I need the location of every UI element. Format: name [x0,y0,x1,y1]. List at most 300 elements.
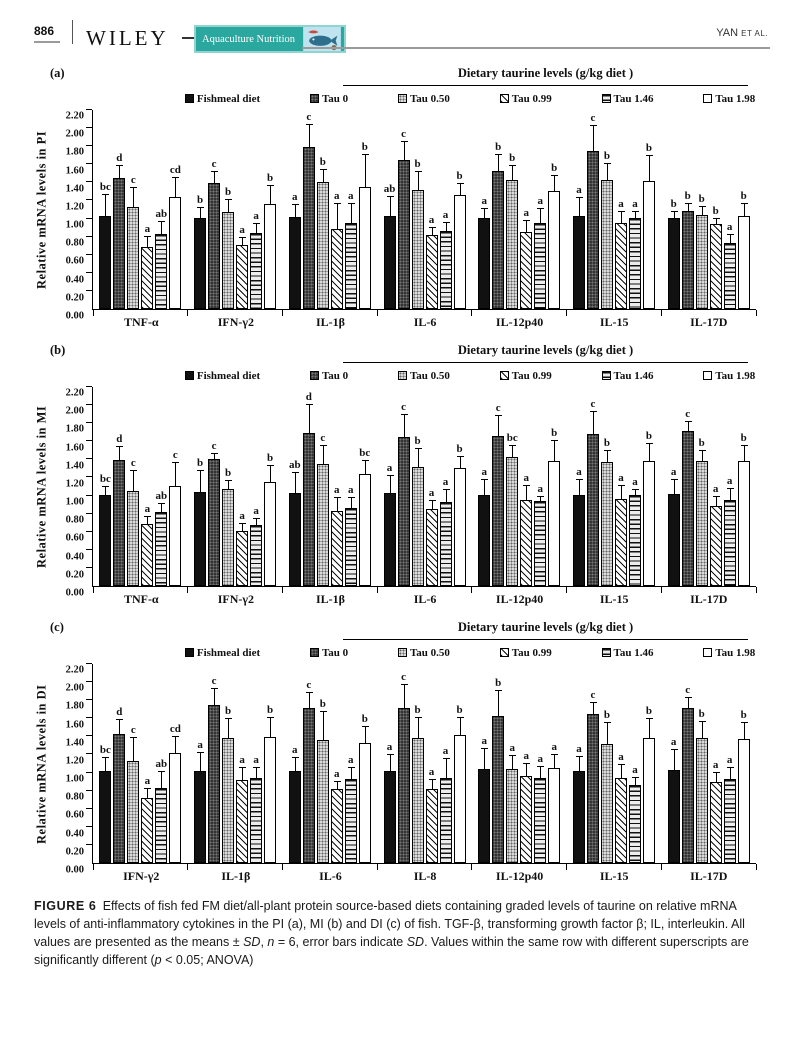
significance-letter: a [576,465,582,478]
error-bar [365,727,366,743]
y-tick-mark [86,127,92,128]
bar-cell [169,110,181,309]
bar-group [472,110,567,309]
significance-letter: a [576,184,582,197]
legend-label: Tau 0.99 [511,646,552,659]
significance-letter: a [726,754,733,767]
error-bar-cap [172,177,179,178]
bar [141,798,153,863]
significance-letter: a [442,745,449,758]
panel-label: (c) [50,620,64,634]
error-bar-cap [443,489,450,490]
bar [194,771,206,863]
bar-cell [412,664,424,863]
error-bar-cap [130,470,137,471]
bar [236,780,248,863]
y-tick-label: 0.80 [65,514,84,526]
error-bar-cap [334,203,341,204]
error-bar-cap [320,445,327,446]
bar [194,492,206,586]
bar [520,232,532,309]
error-bar-cap [523,763,530,764]
error-bar [214,172,215,183]
error-bar-cap [158,503,165,504]
significance-letter: a [197,739,203,751]
bar-cell [682,110,694,309]
x-category-label: IL-12p40 [495,592,544,606]
error-bar [337,498,338,512]
error-bar [228,719,229,737]
bar [682,431,694,586]
legend-item [703,645,755,660]
error-bar [161,504,162,512]
bar-cell [236,387,248,586]
error-bar [526,486,527,500]
significance-letter: a [576,742,582,755]
bar-cell [601,387,613,586]
significance-letter: b [319,698,326,711]
chart-title: Dietary taurine levels (g/kg diet ) [457,66,634,80]
y-tick-label: 0.60 [65,255,84,267]
bar-cell [492,387,504,586]
figure-caption [34,897,770,970]
error-bar [404,415,405,437]
x-category-label: IL-1β [221,869,251,883]
page-header [34,24,770,62]
error-bar-cap [253,767,260,768]
y-tick-label: 1.20 [65,201,84,213]
legend-item [398,645,450,660]
error-bar [674,750,675,770]
y-tick-label: 2.00 [65,682,84,694]
bar [601,462,613,586]
bar-group [282,387,377,586]
error-bar [621,212,622,223]
error-bar [214,454,215,459]
error-bar-cap [699,450,706,451]
error-bar-cap [292,757,299,758]
chart-panel-a [34,66,770,331]
significance-letter: bc [359,446,371,459]
significance-letter: c [130,456,136,469]
bar [359,743,371,863]
bar [155,234,167,309]
error-bar-cap [267,717,274,718]
significance-letter: a [239,510,245,523]
error-bar [432,501,433,509]
bar-cell [426,664,438,863]
error-bar [418,172,419,190]
error-bar [716,219,717,224]
y-tick-mark [86,109,92,110]
x-category-label: IL-8 [413,869,437,883]
error-bar [256,224,257,233]
y-tick-label: 0.20 [65,292,84,304]
bar-cell [643,387,655,586]
y-tick-mark [86,272,92,273]
error-bar-cap [239,237,246,238]
significance-letter: b [740,189,747,202]
error-bar-cap [685,421,692,422]
error-bar-cap [387,475,394,476]
error-bar-cap [457,717,464,718]
significance-letter: b [267,703,274,716]
bar [478,495,490,586]
bar [169,486,181,586]
y-tick-mark [86,290,92,291]
bar [696,738,708,863]
legend-swatch-icon [310,371,319,380]
bar [264,482,276,586]
error-bar [607,164,608,179]
bar [454,468,466,586]
bar [289,217,301,309]
x-axis-labels [94,315,770,331]
running-head-name: YAN [716,27,742,39]
bar [587,714,599,863]
bar-cell [331,387,343,586]
significance-letter: c [590,689,596,701]
error-bar [161,772,162,788]
bar [615,778,627,863]
bar [250,233,262,309]
legend-swatch-icon [500,371,509,380]
legend-label: Tau 0 [321,92,349,105]
legend-swatch-icon [602,648,611,657]
y-tick-mark [86,254,92,255]
error-bar [540,209,541,223]
error-bar-cap [116,719,123,720]
legend-swatch-icon [185,648,194,657]
x-tick-mark [471,310,472,316]
bar [141,524,153,586]
error-bar [228,200,229,212]
bar-cell [289,387,301,586]
significance-letter: a [618,197,624,210]
y-tick-mark [86,681,92,682]
significance-letter: a [334,483,340,496]
x-category-label: IL-1β [315,315,345,329]
error-bar [460,184,461,195]
significance-letter: ab [288,459,301,472]
caption-text: SD [243,935,261,950]
legend-item [703,368,755,383]
error-bar [730,489,731,500]
error-bar-cap [604,722,611,723]
y-tick-label: 1.80 [65,700,84,712]
bar [113,460,125,586]
bar-cell [724,664,736,863]
legend-swatch-icon [500,94,509,103]
bar [492,171,504,309]
x-tick-mark [471,587,472,593]
significance-letter: bc [506,432,518,444]
error-bar-cap [116,446,123,447]
bar [250,525,262,586]
error-bar-cap [102,194,109,195]
error-bar [256,768,257,778]
journal-title: Aquaculture Nutrition [202,33,296,45]
bar-cell [710,387,722,586]
y-axis-label: Relative mRNA levels in MI [34,405,49,569]
error-bar [323,446,324,464]
significance-letter: a [144,223,151,236]
significance-letter: a [632,475,638,488]
y-tick-label: 0.40 [65,551,84,563]
error-bar-cap [632,211,639,212]
bar [141,247,153,309]
error-bar [351,498,352,508]
significance-letter: b [225,185,232,198]
bar-cell [194,387,206,586]
significance-letter: c [590,112,596,125]
error-bar-cap [401,684,408,685]
bar-cell [440,664,452,863]
bar-cell [208,387,220,586]
error-bar-cap [699,721,706,722]
bar-cell [506,664,518,863]
error-bar-cap [481,479,488,480]
error-bar [579,480,580,495]
error-bar [214,689,215,704]
bar [696,461,708,586]
bar-cell [359,110,371,309]
bar [331,789,343,863]
bar-group [93,387,188,586]
y-tick-label: 0.00 [65,587,84,599]
bar [738,461,750,586]
error-bar [484,209,485,218]
significance-letter: b [361,712,368,725]
chart-legend [185,368,755,383]
bar-cell [548,664,560,863]
bar [548,461,560,586]
error-bar-cap [713,772,720,773]
bar [426,509,438,586]
y-axis-label: Relative mRNA levels in PI [34,130,49,290]
significance-letter: b [495,677,502,690]
y-tick-label: 2.20 [65,110,84,122]
y-tick-mark [86,495,92,496]
significance-letter: a [442,208,449,221]
chart-legend [185,645,755,660]
y-axis-label: Relative mRNA levels in DI [34,684,49,844]
error-bar [744,446,745,461]
bar-cell [113,110,125,309]
bar [534,501,546,586]
bar [398,160,410,309]
figure-label: FIGURE 6 [34,899,97,913]
x-category-label: IFN-γ2 [217,592,254,606]
error-bar [323,170,324,182]
bar [668,218,680,309]
bar [222,489,234,586]
y-axis-ticks [50,664,92,876]
bar [643,181,655,309]
significance-letter: c [401,670,406,683]
bar [303,147,315,309]
error-bar-cap [348,203,355,204]
y-axis-ticks [50,387,92,599]
significance-letter: a [726,221,733,234]
error-bar-cap [604,163,611,164]
y-tick-label: 2.20 [65,387,84,399]
bar-cell [155,664,167,863]
error-bar [105,758,106,771]
error-bar [309,125,310,147]
bar-cell [534,664,546,863]
significance-letter: c [401,127,406,140]
x-tick-mark [93,587,94,593]
error-bar-cap [523,485,530,486]
bar-cell [454,664,466,863]
significance-letter: a [712,482,719,495]
significance-letter: c [495,402,501,414]
bar-cell [573,110,585,309]
error-bar [309,405,310,433]
significance-letter: b [456,170,463,183]
x-tick-mark [282,864,283,870]
error-bar [446,223,447,231]
significance-letter: c [211,675,217,688]
error-bar-cap [685,697,692,698]
x-tick-mark [187,864,188,870]
error-bar-cap [495,154,502,155]
error-bar-cap [576,479,583,480]
significance-letter: a [632,197,638,210]
significance-letter: a [253,209,259,222]
significance-letter: c [590,398,596,411]
error-bar-cap [671,211,678,212]
error-bar [200,471,201,493]
bar-cell [236,110,248,309]
y-tick-mark [86,199,92,200]
significance-letter: a [334,190,340,203]
bar [724,500,736,586]
x-axis-labels [94,592,770,608]
significance-letter: b [603,437,611,450]
bar-cell [222,387,234,586]
bar-cell [615,110,627,309]
legend-label: Tau 0.99 [511,369,552,382]
error-bar-cap [590,125,597,126]
legend-item [398,91,450,106]
bar [454,195,466,309]
error-bar-cap [211,171,218,172]
significance-letter: a [292,191,298,204]
error-bar-cap [495,690,502,691]
bar [412,190,424,309]
bar-cell [412,110,424,309]
y-tick-mark [86,772,92,773]
significance-letter: a [618,472,624,484]
bar [208,705,220,863]
error-bar [593,126,594,151]
bar-cell [155,110,167,309]
bar-group [567,664,662,863]
error-bar [446,490,447,503]
significance-letter: bc [99,744,111,757]
bar [289,493,301,586]
bar-cell [194,110,206,309]
error-bar-cap [334,781,341,782]
legend-label: Fishmeal diet [196,646,261,659]
bar [345,779,357,863]
significance-letter: b [267,172,274,185]
legend-item [500,91,552,106]
significance-letter: a [509,741,515,754]
error-bar [716,497,717,506]
legend-item [602,368,654,383]
y-tick-mark [86,218,92,219]
error-bar-cap [741,722,748,723]
y-tick-mark [86,236,92,237]
x-tick-mark [93,864,94,870]
error-bar-cap [225,718,232,719]
significance-letter: a [537,482,543,495]
bar-groups [93,664,756,863]
bar [643,738,655,863]
error-bar [242,238,243,245]
bar [398,437,410,586]
significance-letter: a [428,486,435,499]
x-category-label: IL-17D [690,869,728,883]
legend-item [500,645,552,660]
caption-text: Effects of fish fed FM diet/all-plant protein source-based diets containing graded levels of taurine on relative mRNA levels of anti-inflammatory cytokines in the PI (a), MI (b) and DI (c) of fish. TGF-β, transforming growth factor β; IL, interleukin. All values are presented as the means ± [34,899,745,950]
bar [250,778,262,863]
error-bar [540,767,541,779]
significance-letter: b [551,427,558,440]
bar [548,191,560,309]
error-bar [702,722,703,737]
chart-title-underline [343,639,748,640]
bar-cell [317,110,329,309]
legend-label: Tau 0.50 [409,92,450,105]
error-bar-cap [334,497,341,498]
bar [345,508,357,586]
x-tick-mark [566,310,567,316]
bar [587,151,599,309]
bar [738,739,750,863]
y-tick-mark [86,717,92,718]
legend-item [310,368,348,383]
bar [440,231,452,309]
bar-cell [412,387,424,586]
error-bar-cap [267,185,274,186]
error-bar-cap [537,208,544,209]
significance-letter: b [551,162,558,175]
error-bar [270,186,271,204]
bar [127,761,139,863]
error-bar [365,155,366,187]
y-tick-mark [86,549,92,550]
x-category-label: IL-12p40 [495,315,544,329]
bar [359,474,371,586]
bar-cell [696,387,708,586]
bar [478,769,490,863]
legend-swatch-icon [703,371,712,380]
significance-letter: c [130,723,136,736]
bar-cell [127,664,139,863]
legend-item [602,645,654,660]
bar-cell [384,387,396,586]
bar-cell [682,387,694,586]
y-tick-mark [86,181,92,182]
bar [426,235,438,309]
y-tick-mark [86,826,92,827]
error-bar-cap [671,479,678,480]
bar [127,491,139,586]
